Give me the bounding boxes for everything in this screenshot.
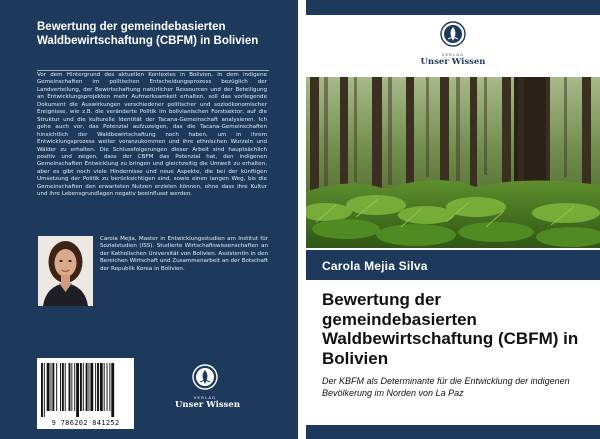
publisher-name: Unser Wissen	[420, 57, 486, 67]
author-bio: Carola Mejia, Master in Entwicklungsstudien am Institut für Sozialstudien (ISS). Studierte Wirtschaftswissenschaften an der Katholischen Universität von Bolivien. Assistentin in den Bereichen Wirtschaft und Zusammenarbeit an der Botschaft der Republik Korea in Bolivien.	[100, 236, 268, 272]
barcode-bar	[109, 363, 110, 411]
publisher-logo-front	[413, 21, 493, 67]
barcode-bar	[71, 363, 72, 411]
publisher-emblem-icon	[192, 364, 218, 390]
barcode-bar	[65, 363, 66, 411]
publisher-name: Unser Wissen	[175, 400, 241, 410]
author-bar	[306, 250, 600, 280]
barcode-bar	[80, 363, 82, 411]
barcode-bar	[62, 363, 64, 411]
back-cover-title: Bewertung der gemeindebasierten Waldbewirtschaftung (CBFM) in Bolivien	[37, 21, 259, 47]
author-photo	[38, 236, 93, 306]
barcode-bar	[89, 363, 90, 411]
bottom-band	[306, 425, 600, 439]
barcode-bar	[41, 363, 43, 417]
publisher-tagline: VERLAG	[441, 52, 465, 57]
publisher-logo-back	[175, 364, 241, 410]
front-cover	[306, 0, 600, 439]
author-name: Carola Mejia Silva	[322, 259, 428, 273]
barcode-number: 9 786202 841252	[51, 419, 120, 427]
barcode-bar	[74, 363, 75, 411]
barcode-bar	[52, 363, 54, 411]
barcode-bar	[111, 363, 114, 417]
cover-photo-forest	[306, 77, 600, 248]
spine	[298, 0, 306, 439]
barcode-bar	[97, 363, 99, 411]
barcode-bar	[86, 363, 88, 411]
barcode	[37, 358, 134, 429]
divider	[37, 70, 269, 71]
barcode-bar	[69, 363, 71, 411]
barcode-bar	[100, 363, 103, 411]
barcode-bar	[60, 363, 61, 411]
barcode-bar	[51, 363, 52, 411]
publisher-tagline: VERLAG	[193, 395, 217, 400]
barcode-bar	[107, 363, 108, 411]
barcode-bar	[44, 363, 45, 417]
barcode-bar	[95, 363, 96, 411]
barcode-bar	[76, 363, 79, 417]
back-cover	[0, 0, 298, 439]
back-cover-blurb: Vor dem Hintergrund des aktuellen Kontextes in Bolivien, in dem indigene Gemeinschaften im politischen Entscheidungsprozess bezüglich der Landverteilung, der Bewirtschaftung natürlicher Ressourcen und der Beteiligung an Entwicklungsprojekten mehr Aufmerksamkeit erhalten, soll das vorliegende Dokument die Auswirkungen verschiedener politischer und sozioökonomischer Ereignisse, wie z.B. die veränderte Politik im bolivianischen Forstsektor, auf die Struktur und die kulturelle Identität der Tacana-Gemeinschaft analysieren. Ich gehe auch vor, das Potenzial aufzuzeigen, das die Tacana-Gemeinschaften hinsichtlich der Waldbewirtschaftung noch haben, um in ihrem Entwicklungsprozess weiter voranzukommen und ihre ethnischen Wurzeln und Wälder zu erhalten. Die Schlussfolgerungen dieser Arbeit sind hauptsächlich positiv und zeigen, dass der CBFM das Potenzial hat, den indigenen Gemeinschaften Entwicklung zu bringen und gleichzeitig die Umwelt zu erhalten, aber es gibt noch viele Hindernisse und neue Aspekte, die bei der künftigen Umsetzung der Politik zu berücksichtigen sind, sowie einen langen Weg, bis die Gemeinschaften den erwarteten Nutzen erzielen können, ohne dass ihre Kultur und ihre Lebensgrundlagen negativ beeinflusst werden.	[37, 72, 267, 198]
barcode-bar	[104, 363, 105, 411]
top-band	[306, 0, 600, 15]
barcode-bar	[83, 363, 84, 411]
barcode-bar	[47, 363, 50, 411]
front-cover-subtitle: Der KBFM als Determinante für die Entwicklung der indigenen Bevölkerung im Norden von La Paz	[322, 376, 570, 398]
front-cover-title: Bewertung der gemeindebasierten Waldbewirtschaftung (CBFM) in Bolivien	[322, 290, 579, 368]
barcode-bar	[56, 363, 57, 411]
publisher-emblem-icon	[440, 21, 466, 47]
barcode-bar	[90, 363, 93, 411]
